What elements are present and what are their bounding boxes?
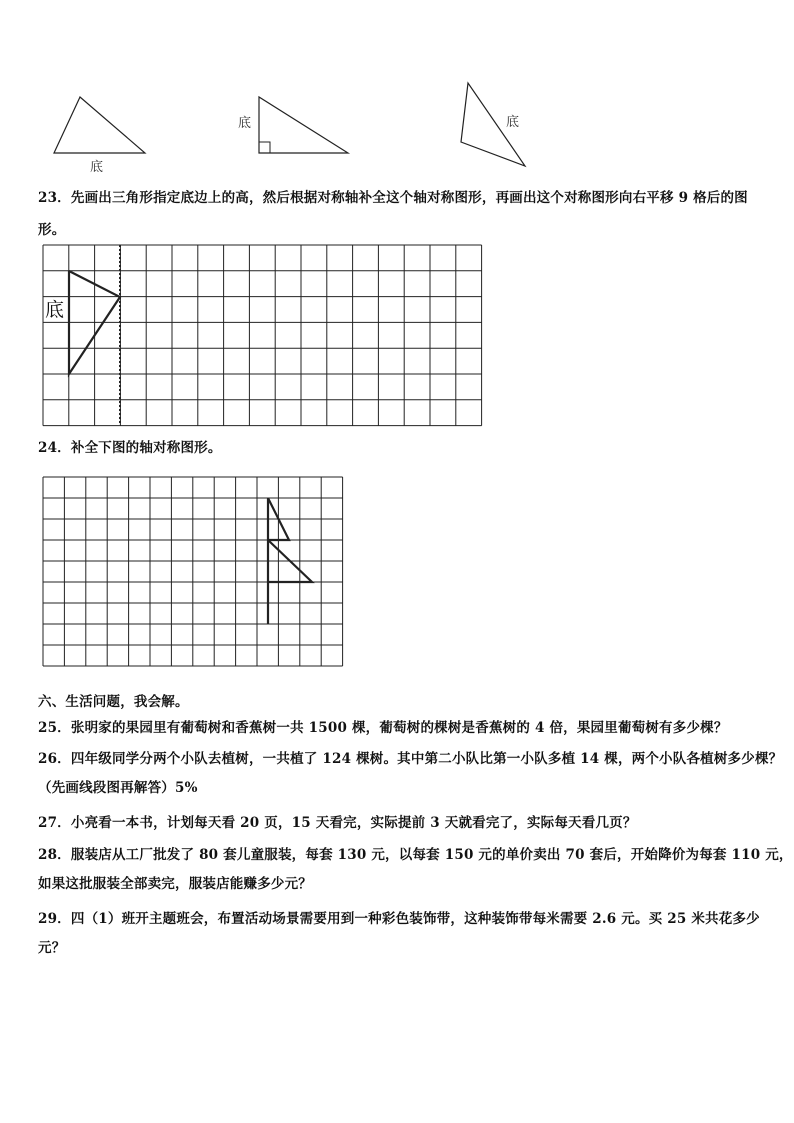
- question-29-line-1: 29．四（1）班开主题班会，布置活动场景需要用到一种彩色装饰带，这种装饰带每米需要 2.6 元。买 25 米共花多少: [38, 911, 760, 927]
- question-26-line-2: （先画线段图再解答）5%: [38, 780, 198, 796]
- question-27: 27．小亮看一本书，计划每天看 20 页，15 天看完，实际提前 3 天就看完了，实际每天看几页？: [38, 815, 637, 831]
- question-24: 24．补全下图的轴对称图形。: [38, 440, 222, 456]
- triangle-2-base-label: 底: [238, 116, 252, 131]
- grid-q23-base-label: 底: [45, 299, 65, 321]
- section-6-title: 六、生活问题，我会解。: [38, 694, 189, 710]
- question-25: 25．张明家的果园里有葡萄树和香蕉树一共 1500 棵，葡萄树的棵树是香蕉树的 4 倍，果园里葡萄树有多少棵？: [38, 720, 728, 736]
- question-23-line-2: 形。: [38, 222, 66, 238]
- triangle-1-base-label: 底: [90, 160, 104, 175]
- question-29-line-2: 元？: [38, 940, 66, 956]
- triangle-3-base-label: 底: [506, 115, 520, 130]
- question-28-line-1: 28．服装店从工厂批发了 80 套儿童服装，每套 130 元，以每套 150 元的单价卖出 70 套后，开始降价为每套 110 元，: [38, 847, 793, 863]
- question-26-line-1: 26．四年级同学分两个小队去植树，一共植了 124 棵树。其中第二小队比第一小队多植 14 棵，两个小队各植树多少棵？: [38, 751, 783, 767]
- question-28-line-2: 如果这批服装全部卖完，服装店能赚多少元？: [38, 876, 312, 892]
- question-23-line-1: 23．先画出三角形指定底边上的高，然后根据对称轴补全这个轴对称图形，再画出这个对称图形向右平移 9 格后的图: [38, 190, 748, 206]
